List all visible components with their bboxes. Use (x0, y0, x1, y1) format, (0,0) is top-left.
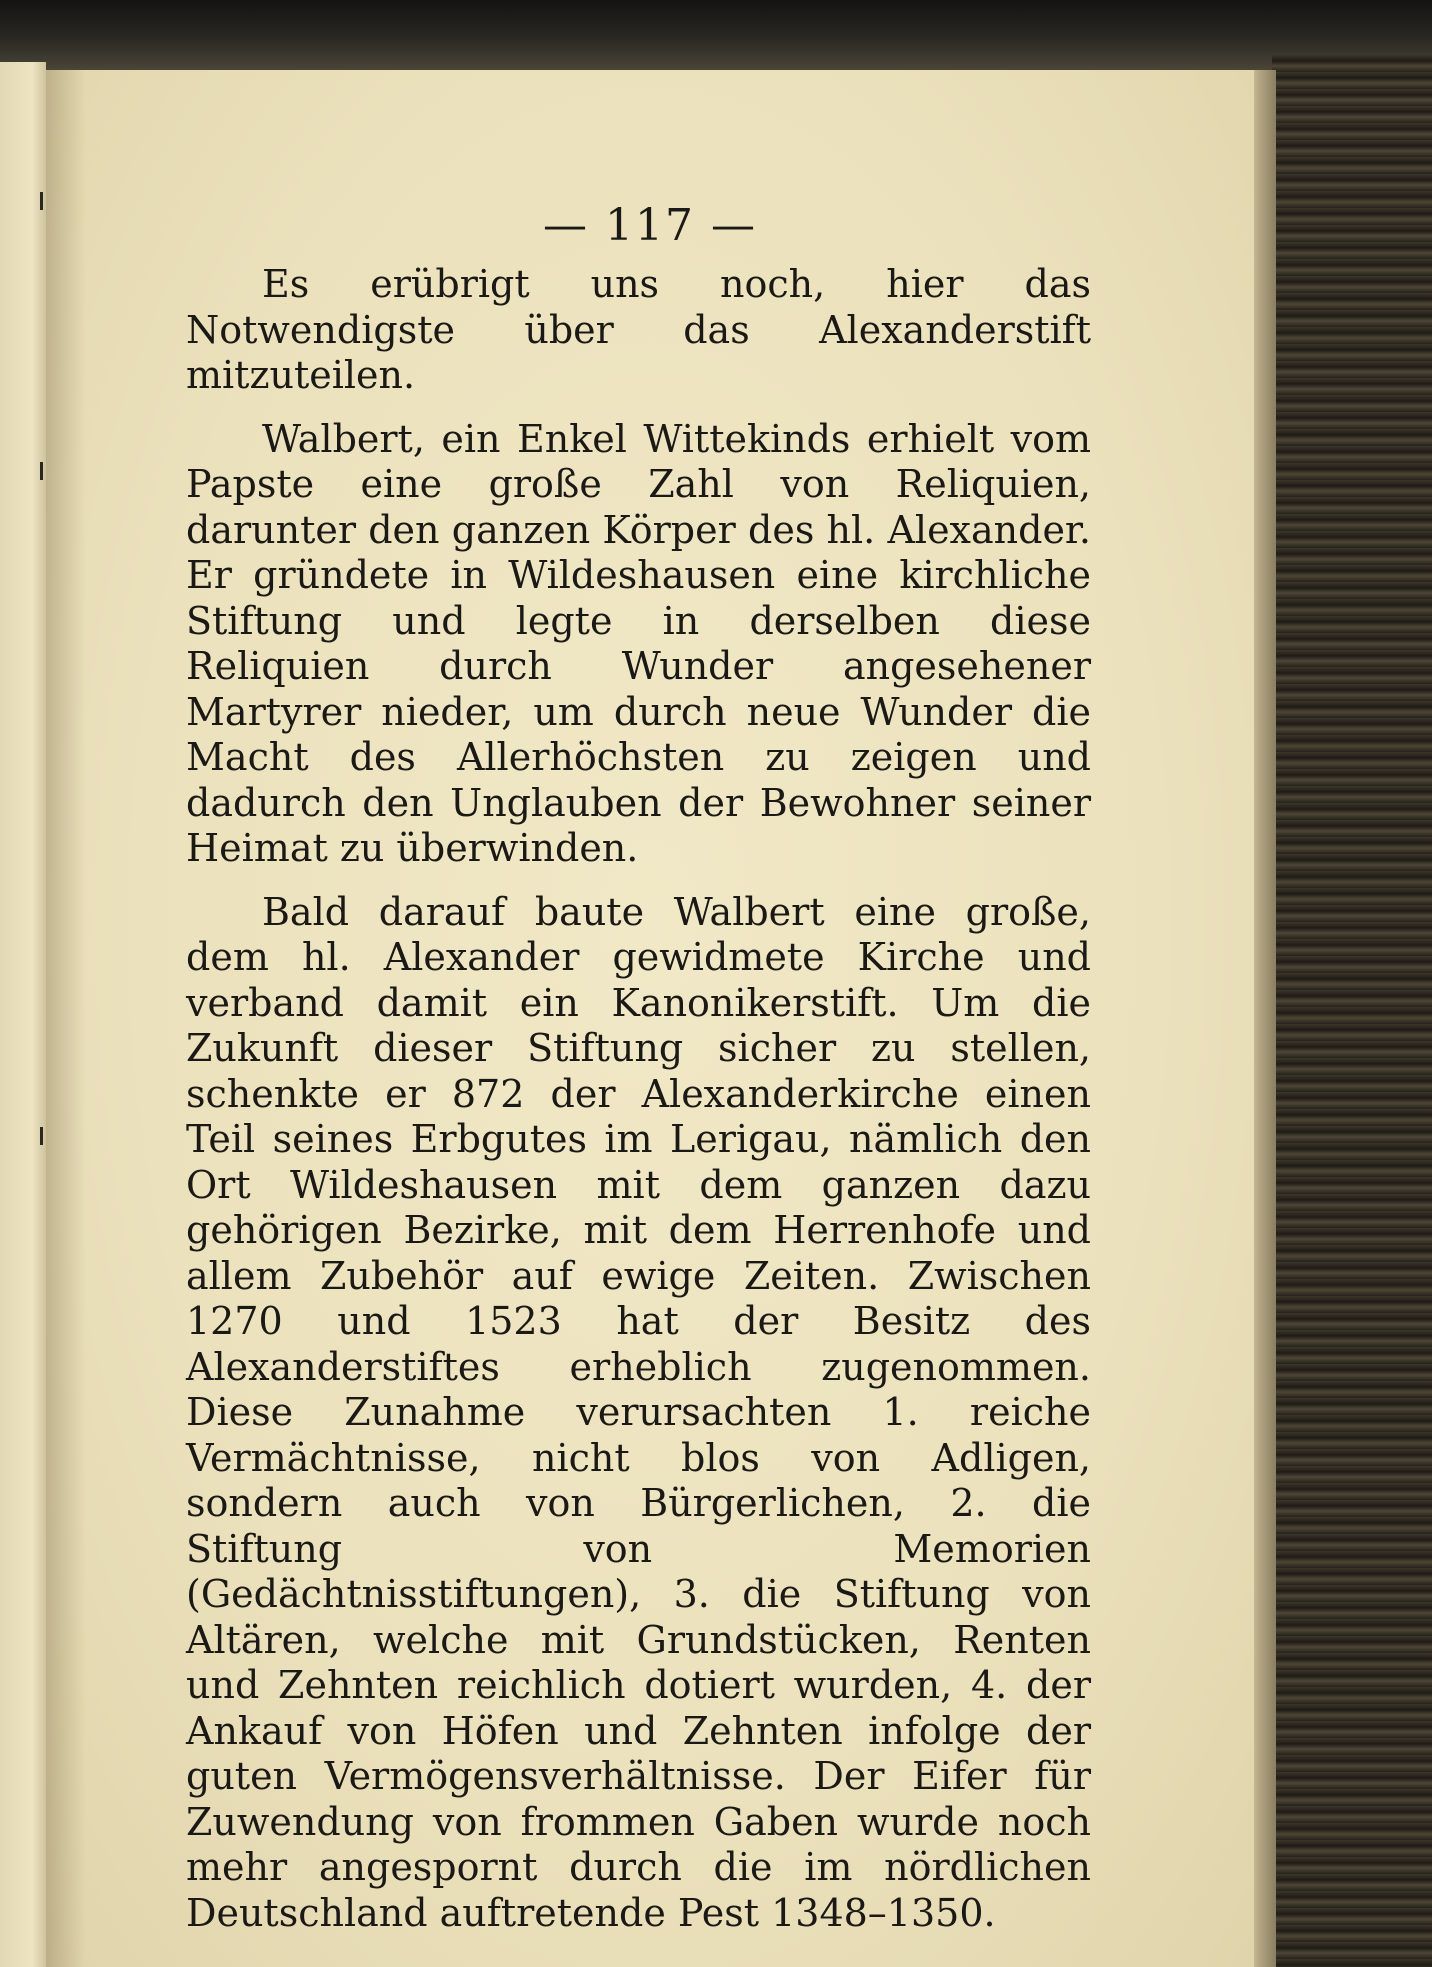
gutter-shadow (46, 70, 86, 1967)
page-body (186, 262, 1091, 1936)
paragraph-church: Bald darauf baute Walbert eine große, dem hl. Alexander gewidmete Kirche und verband damit ein Kanonikerstift. Um die Zukunft dieser Stiftung sicher zu stellen, schenkte er 872 der Alexanderkirche einen Teil seines Erbgutes im Lerigau, nämlich den Ort Wildeshausen mit dem ganzen dazu gehörigen Bezirke, mit dem Herrenhofe und allem Zubehör auf ewige Zeiten. Zwischen 1270 und 1523 hat der Besitz des Alexanderstiftes erheblich zugenommen. Diese Zunahme verursachten 1. reiche Vermächtnisse, nicht blos von Adligen, sondern auch von Bürgerlichen, 2. die Stiftung von Memorien (Gedächtnisstiftungen), 3. die Stiftung von Altären, welche mit Grundstücken, Renten und Zehnten reichlich dotiert wurden, 4. der Ankauf von Höfen und Zehnten infolge der guten Vermögensverhältnisse. Der Eifer für Zuwendung von frommen Gaben wurde noch mehr angespornt durch die im nördlichen Deutschland auftretende Pest 1348–1350. (186, 889, 1091, 1935)
margin-mark (40, 1127, 43, 1145)
margin-mark (40, 192, 43, 210)
facing-page-edge (0, 62, 46, 1967)
page-number: — 117 — (543, 200, 757, 251)
book-spine (1272, 55, 1432, 1967)
paragraph-walbert: Walbert, ein Enkel Wittekinds erhielt vom Papste eine große Zahl von Reliquien, darunter den ganzen Körper des hl. Alexander. Er gründete in Wildeshausen eine kirchliche Stiftung und legte in derselben diese Reliquien durch Wunder angesehener Martyrer nieder, um durch neue Wunder die Macht des Allerhöchsten zu zeigen und dadurch den Unglauben der Bewohner seiner Heimat zu überwinden. (186, 416, 1091, 870)
paragraph-intro: Es erübrigt uns noch, hier das Notwendigste über das Alexanderstift mitzuteilen. (186, 262, 1091, 397)
margin-mark (40, 462, 43, 480)
cover-top-edge (0, 0, 1432, 70)
